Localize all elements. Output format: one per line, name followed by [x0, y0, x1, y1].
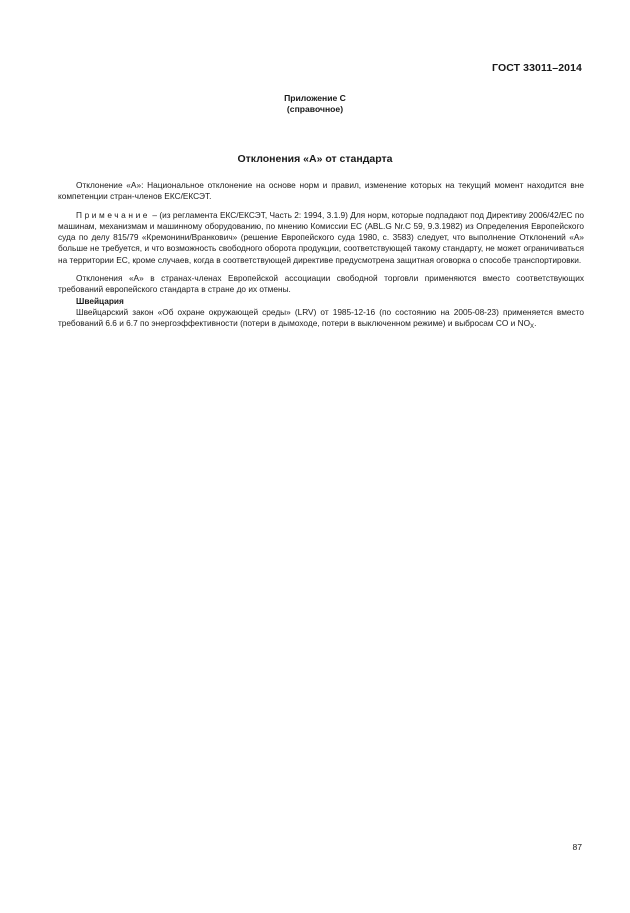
note-text: – (из регламента ЕКС/ЕКСЭТ, Часть 2: 1994, 3.1.9) Для норм, которые подпадают под Директиву 2006/42/ЕС по машинам, механизмам и машинному оборудованию, по мнению Комиссии ЕС (ABL.G Nr.C 59, 9.3.1982) из Определения Европейского суда по делу 815/79 «Кремонини/Вранкович» (решение Европейского суда 1980, с. 3583) следует, что выполнение Отклонений «А» больше не требуется, и что возможность свободного оборота продукции, соответствующей такому стандарту, не может ограничиваться на территории ЕС, кроме случаев, когда в соответствующей директиве предусмотрена защитная оговорка о способе транспортировки.: [58, 209, 584, 265]
annex-type: (справочное): [286, 104, 344, 114]
switzerland-end: .: [534, 318, 537, 329]
annex-title: Приложение С: [284, 93, 346, 103]
subscript-x: X: [530, 324, 535, 331]
paragraph-note: [58, 210, 584, 266]
paragraph-efta: Отклонения «А» в странах-членах Европейской ассоциации свободной торговли применяются вместо соответствующих требований европейского стандарта в стране до их отмены.: [58, 273, 584, 295]
body-text: [58, 180, 584, 341]
annex-heading: [0, 93, 630, 115]
section-title: Отклонения «А» от стандарта: [237, 153, 393, 165]
paragraph-switzerland: [58, 307, 584, 334]
note-label: Примечание: [76, 209, 151, 220]
switzerland-text: Швейцарский закон «Об охране окружающей среды» (LRV) от 1985-12-16 (по состоянию на 2005-08-23) применяется вместо требований 6.6 и 6.7 по энергоэффективности (потери в дымоходе, потери в выключенном режиме) и выбросам CO и NO: [58, 306, 584, 329]
country-heading: Швейцария: [76, 295, 124, 306]
document-code: ГОСТ 33011–2014: [492, 62, 582, 74]
paragraph-definition: Отклонение «А»: Национальное отклонение на основе норм и правил, изменение которых на текущий момент находится вне компетенции стран-членов ЕКС/ЕКСЭТ.: [58, 180, 584, 202]
page-number: 87: [572, 842, 582, 852]
